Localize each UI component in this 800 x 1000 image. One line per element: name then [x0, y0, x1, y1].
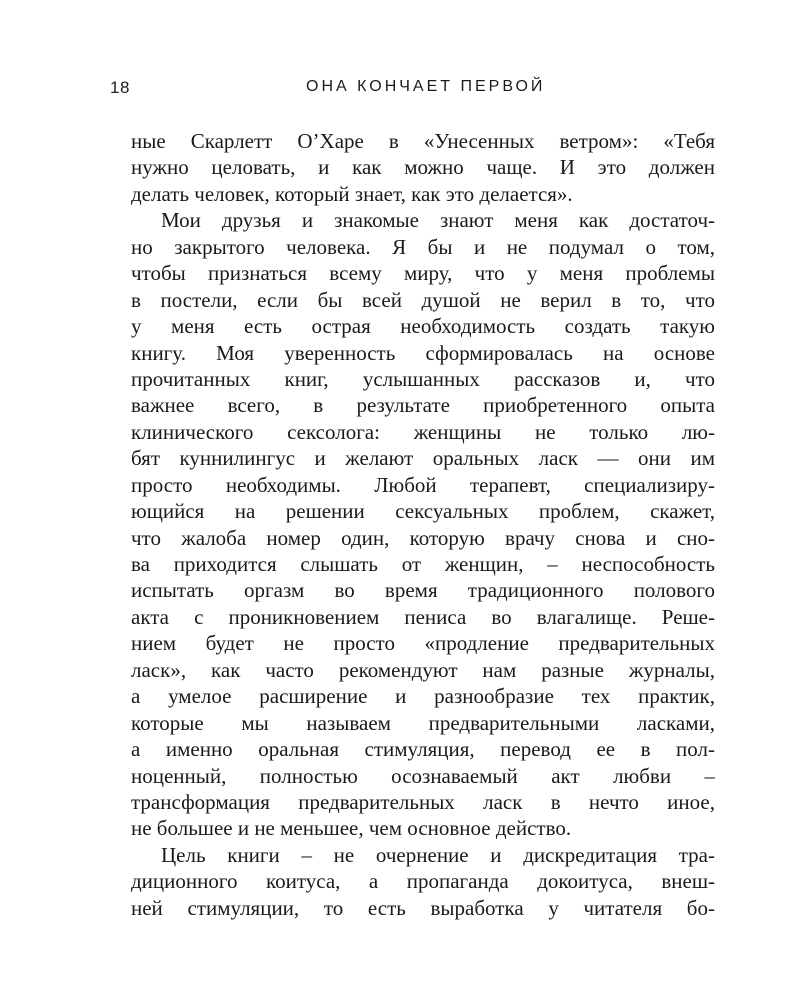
- text-line: нужно целовать, и как можно чаще. И это должен: [131, 155, 715, 180]
- text-line: которые мы называем предварительными ласками,: [131, 710, 715, 735]
- text-line: диционного коитуса, а пропаганда докоитуса, внеш-: [131, 869, 715, 894]
- text-line: трансформация предварительных ласк в нечто иное,: [131, 789, 715, 814]
- text-line: что жалоба номер один, которую врачу снова и сно-: [131, 525, 715, 550]
- body-text: [131, 128, 715, 921]
- text-line: ласк», как часто рекомендуют нам разные журналы,: [131, 657, 715, 682]
- text-line: делать человек, который знает, как это делается».: [131, 181, 573, 206]
- text-line: а именно оральная стимуляция, перевод ее в пол-: [131, 737, 715, 762]
- text-line: Мои друзья и знакомые знают меня как достаточ-: [161, 208, 715, 233]
- text-line: ные Скарлетт О’Харе в «Унесенных ветром»: «Тебя: [131, 129, 715, 153]
- text-line: просто необходимы. Любой терапевт, специализиру-: [131, 472, 715, 497]
- text-line: ноценный, полностью осознаваемый акт любви –: [131, 763, 715, 788]
- text-line: в постели, если бы всей душой не верил в то, что: [131, 287, 715, 312]
- text-line: бят куннилингус и желают оральных ласк — они им: [131, 446, 715, 471]
- text-line: чтобы признаться всему миру, что у меня проблемы: [131, 261, 715, 286]
- text-line: ней стимуляции, то есть выработка у читателя бо-: [131, 895, 715, 920]
- text-line: испытать оргазм во время традиционного полового: [131, 578, 715, 603]
- running-title: ОНА КОНЧАЕТ ПЕРВОЙ: [306, 78, 546, 95]
- text-line: нием будет не просто «продление предварительных: [131, 631, 715, 656]
- text-line: а умелое расширение и разнообразие тех практик,: [131, 684, 715, 709]
- page-header: [110, 78, 716, 104]
- text-line: но закрытого человека. Я бы и не подумал о том,: [131, 234, 715, 259]
- text-line: Цель книги – не очернение и дискредитация тра-: [161, 842, 715, 867]
- text-line: клинического сексолога: женщины не только лю-: [131, 419, 715, 444]
- text-line: акта с проникновением пениса во влагалище. Реше-: [131, 604, 715, 629]
- text-line: прочитанных книг, услышанных рассказов и, что: [131, 366, 715, 391]
- text-line: ва приходится слышать от женщин, – неспособность: [131, 552, 715, 576]
- text-line: у меня есть острая необходимость создать такую: [131, 314, 715, 339]
- page-number: 18: [110, 78, 130, 97]
- text-line: не большее и не меньшее, чем основное действо.: [131, 816, 572, 841]
- text-line: ющийся на решении сексуальных проблем, скажет,: [131, 499, 715, 524]
- text-line: важнее всего, в результате приобретенного опыта: [131, 393, 715, 418]
- text-line: книгу. Моя уверенность сформировалась на основе: [131, 340, 715, 365]
